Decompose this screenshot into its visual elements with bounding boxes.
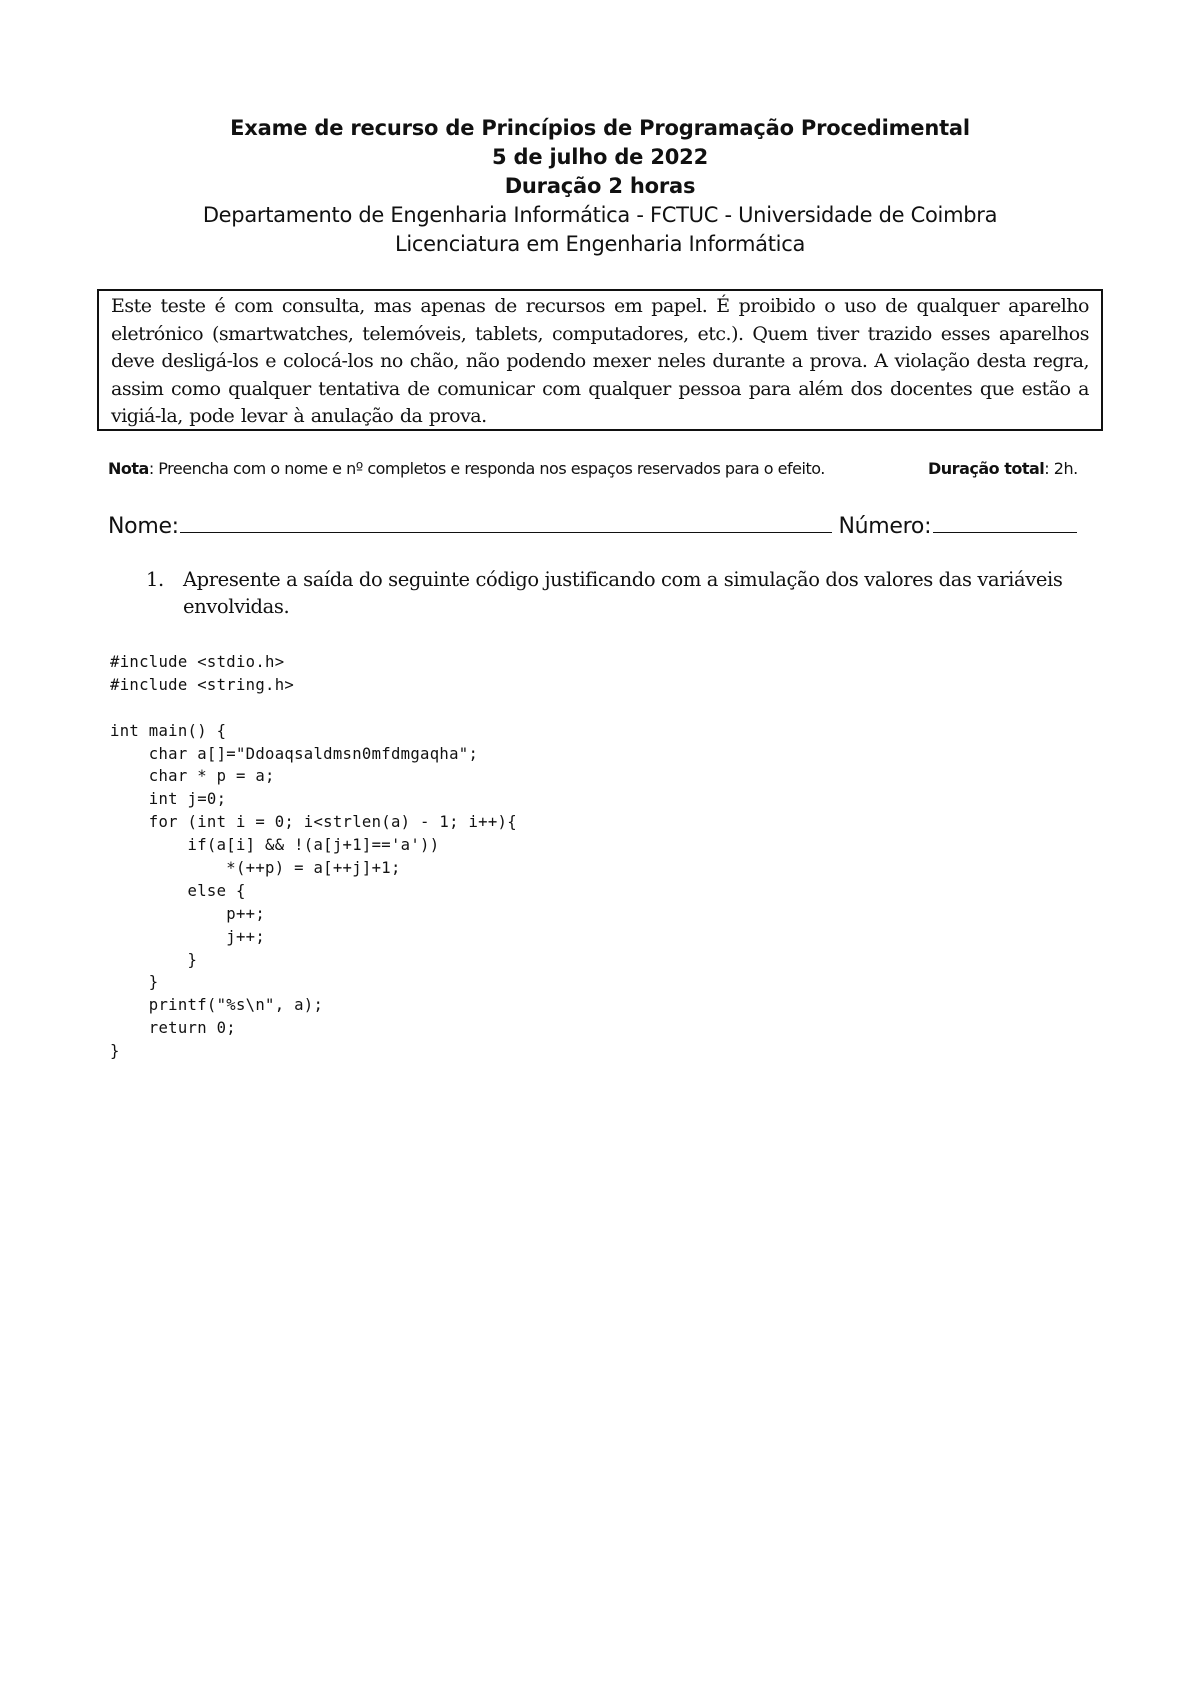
degree-name: Licenciatura em Engenharia Informática — [394, 232, 806, 256]
number-field[interactable] — [933, 510, 1077, 533]
code-line: char a[]="Ddoaqsaldmsn0mfdmgaqha"; — [110, 744, 479, 763]
code-line: char * p = a; — [110, 767, 275, 786]
department-name: Departamento de Engenharia Informática - FCTUC - Universidade de Coimbra — [202, 203, 998, 227]
note-instructions — [108, 458, 825, 480]
note-text: : Preencha com o nome e nº completos e responda nos espaços reservados para o efeito. — [148, 459, 825, 478]
code-line: int main() { — [110, 721, 227, 740]
question-number: 1. — [146, 568, 164, 591]
code-line: } — [110, 1042, 120, 1061]
exam-rules-box — [97, 289, 1103, 431]
code-line: if(a[i] && !(a[j+1]=='a')) — [110, 836, 440, 855]
exam-date: 5 de julho de 2022 — [492, 145, 708, 169]
code-listing — [110, 651, 517, 1063]
exam-header — [0, 114, 1200, 259]
code-line: printf("%s\n", a); — [110, 996, 324, 1015]
code-line: return 0; — [110, 1019, 236, 1038]
total-duration-label: Duração total — [928, 459, 1045, 478]
note-label: Nota — [108, 459, 149, 478]
code-line: for (int i = 0; i<strlen(a) - 1; i++){ — [110, 813, 517, 832]
code-line — [110, 697, 517, 720]
exam-rules-text: Este teste é com consulta, mas apenas de recursos em papel. É proibido o uso de qualquer aparelho eletrónico (smartwatches, telemóveis, tablets, computadores, etc.). Quem tiver trazido esses aparelhos deve desligá-los e colocá-los no chão, não podendo mexer neles durante a prova. A violação desta regra, assim como qualquer tentativa de comunicar com qualquer pessoa para além dos docentes que estão a vigiá-la, pode levar à anulação da prova. — [111, 295, 1089, 427]
question-text: Apresente a saída do seguinte código justificando com a simulação dos valores das variáveis envolvidas. — [183, 568, 1063, 618]
code-line: #include <stdio.h> — [110, 653, 285, 671]
question-1 — [146, 566, 1096, 620]
total-duration — [928, 458, 1078, 480]
code-line: p++; — [110, 904, 266, 923]
code-line: else { — [110, 881, 246, 900]
name-field[interactable] — [180, 510, 832, 533]
student-identification — [108, 510, 1093, 542]
name-label: Nome: — [108, 514, 179, 539]
code-line: } — [110, 973, 159, 992]
code-line: j++; — [110, 927, 266, 946]
number-label: Número: — [838, 514, 932, 539]
exam-duration: Duração 2 horas — [504, 174, 696, 198]
code-line: } — [110, 950, 198, 969]
code-line: #include <string.h> — [110, 675, 295, 694]
total-duration-value: : 2h. — [1044, 459, 1078, 478]
code-line: int j=0; — [110, 790, 227, 809]
exam-title: Exame de recurso de Princípios de Programação Procedimental — [230, 116, 970, 140]
code-line: *(++p) = a[++j]+1; — [110, 859, 401, 878]
